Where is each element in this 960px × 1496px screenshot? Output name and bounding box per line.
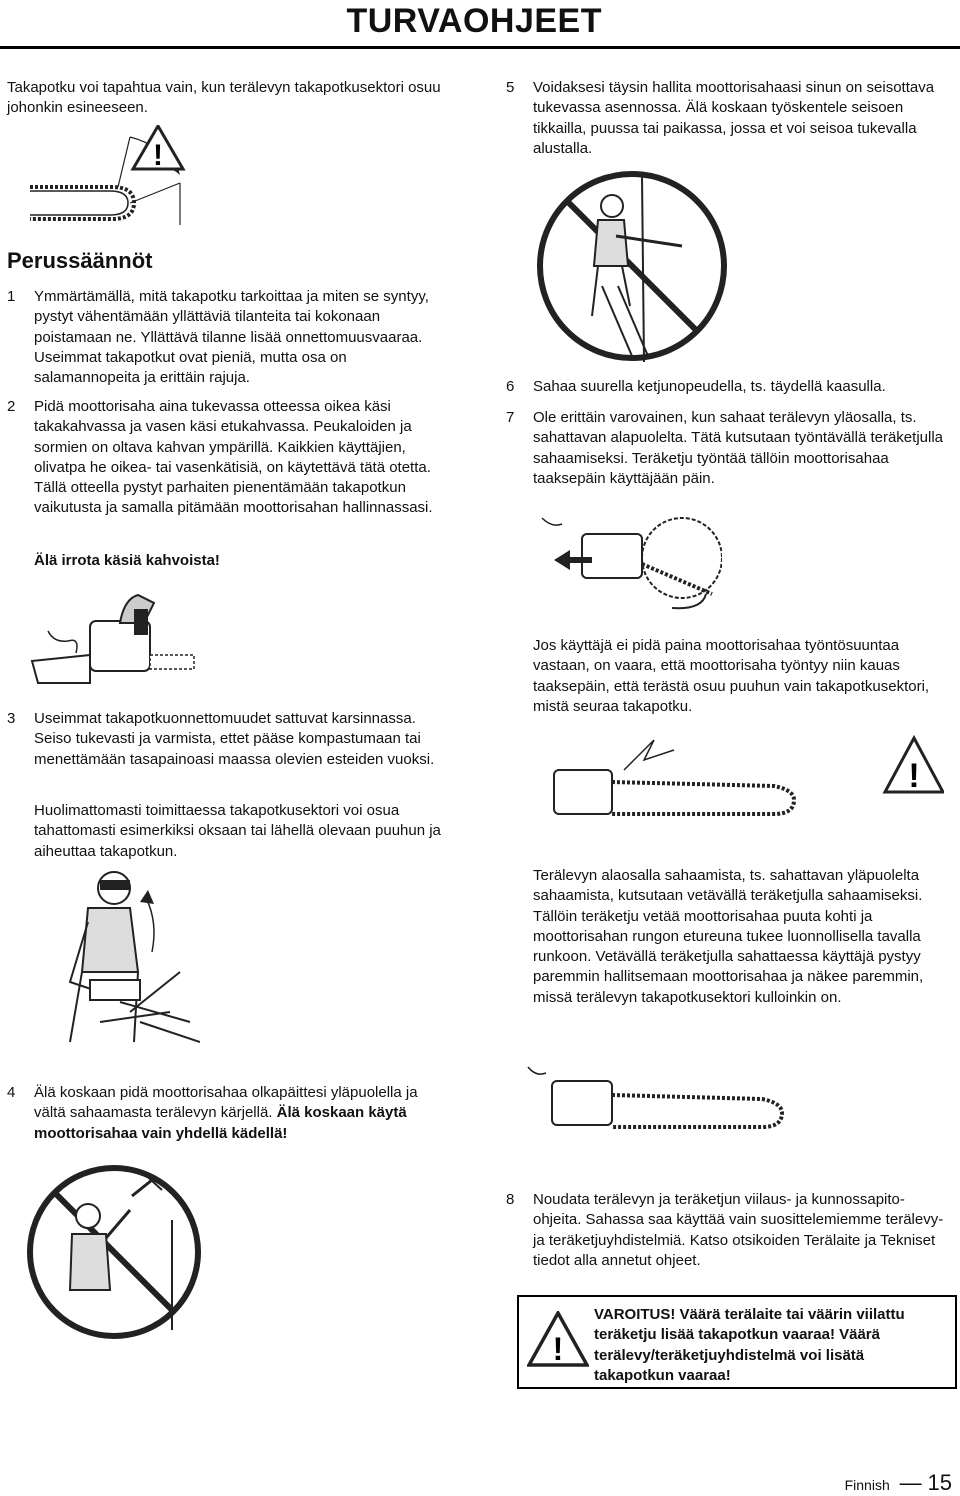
footer-language: Finnish — [844, 1477, 890, 1493]
list-item: 2 Pidä moottorisaha aina tukevassa otteessa oikea käsi takakahvassa ja vasen käsi etukahvassa. Peukaloiden ja sormien on oltava kahvan ympärillä. Kaikkien käyttäjien, olivatpa he oikea- tai vasenkätisiä, on käytettävä tätä otetta. Tällä otteella pystyt parhaiten pienentämään takapotkun vaikutusta ja samalla pitämään moottorisahan hallinnassasi. — [7, 398, 433, 517]
header-rule — [0, 46, 960, 49]
intro-text: Takapotku voi tapahtua vain, kun terälevyn takapotkusektori osuu johonkin esineeseen. — [7, 79, 441, 117]
warning-box — [517, 1295, 957, 1389]
pull-note: Terälevyn alaosalla sahaamista, ts. sahattavan yläpuolelta sahaamista, kutsutaan vetävällä teräketjulla sahaamiseksi. Tällöin teräketju vetää moottorisahaa puuta kohti ja moottorisahan rungon etureuna tukee luonnollisella tavalla runkoon. Vetävällä teräketjulla sahattaessa käyttäjä pystyy paremmin hallitsemaan moottorisahaa ja näkee paremmin, missä terälevyn takapotkusektori kulloinkin on. — [533, 867, 924, 1006]
footer-separator: — — [899, 1470, 922, 1495]
warning-text: VAROITUS! Väärä terälaite tai väärin viilattu teräketju lisää takapotkun vaaraa! Väärä terälevy/teräketjuyhdistelmä voi lisätä takapotkun vaaraa! — [594, 1306, 905, 1384]
list-item: 5 Voidaksesi täysin hallita moottorisahaasi sinun on seisottava tukevassa asennossa. Älä koskaan työskentele seisoen tikkailla, puussa tai paikassa, jossa et voi seisoa tukevalla alustalla. — [506, 79, 935, 157]
page-footer — [845, 1470, 952, 1496]
list-item: 8 Noudata terälevyn ja teräketjun viilaus- ja kunnossapito-ohjeita. Sahassa saa käyttää vain suosittelemiemme terälevy- ja teräketjuyhdistelmiä. Katso otsikoiden Terälaite ja Tekniset tiedot alla annetut ohjeet. — [506, 1191, 944, 1269]
page-title: TURVAOHJEET — [346, 2, 602, 40]
careless-note: Huolimattomasti toimittaessa takapotkusektori voi osua tahattomasti esimerkiksi oksaan tai lähellä olevaan puuhun ja aiheuttaa takapotkun. — [34, 802, 441, 860]
limbing-figure — [30, 862, 200, 1052]
page-number: 15 — [927, 1470, 952, 1495]
push-note: Jos käyttäjä ei pidä paina moottorisahaa työntösuuntaa vastaan, on vaara, että moottorisaha työntyy niin kauas taaksepäin, että terästä osuu puuhun vain takapotkusektori, mistä seuraa takapotku. — [533, 637, 930, 715]
warning-triangle-icon — [527, 1311, 589, 1367]
pulling-chain-figure — [522, 1055, 802, 1155]
section-heading: Perussäännöt — [7, 248, 153, 273]
list-item: 4 Älä koskaan pidä moottorisahaa olkapäittesi yläpuolella ja vältä sahaamasta terälevyn kärjellä. Älä koskaan käytä moottorisahaa vain yhdellä kädellä! — [7, 1084, 418, 1142]
kickback-saw-figure — [544, 730, 944, 840]
saw-grip-figure — [28, 583, 198, 693]
list-item: 7 Ole erittäin varovainen, kun sahaat terälevyn yläosalla, ts. sahattavan alapuolelta. Tätä kutsutaan työntävällä teräketjulla sahaamiseksi. Teräketju työntää tällöin moottorisahaa taaksepäin käyttäjään päin. — [506, 409, 943, 487]
pushing-chain-figure — [532, 498, 722, 618]
list-item: 3 Useimmat takapotkuonnettomuudet sattuvat karsinnassa. Seiso tukevasti ja varmista, ettet pääse kompastumaan tai menettämään tasapainoasi maassa olevien esteiden vuoksi. — [7, 710, 435, 768]
svg-text:!: ! — [153, 139, 163, 172]
grip-warning: Älä irrota käsiä kahvoista! — [34, 552, 220, 569]
list-item: 6 Sahaa suurella ketjunopeudella, ts. täydellä kaasulla. — [506, 378, 886, 395]
ladder-prohibited-figure — [532, 166, 732, 366]
kickback-sector-figure — [30, 125, 205, 230]
svg-text:!: ! — [552, 1331, 564, 1367]
overhead-prohibited-figure — [22, 1160, 207, 1345]
svg-text:!: ! — [908, 757, 920, 795]
list-item: 1 Ymmärtämällä, mitä takapotku tarkoittaa ja miten se syntyy, pystyt vähentämään yllättäviä tilanteita tai kokonaan poistamaan ne. Yllättävä tilanne lisää onnettomuusvaaraa. Useimmat takapotkut ovat pieniä, mutta osa on salamannopeita ja erittäin rajuja. — [7, 288, 429, 387]
